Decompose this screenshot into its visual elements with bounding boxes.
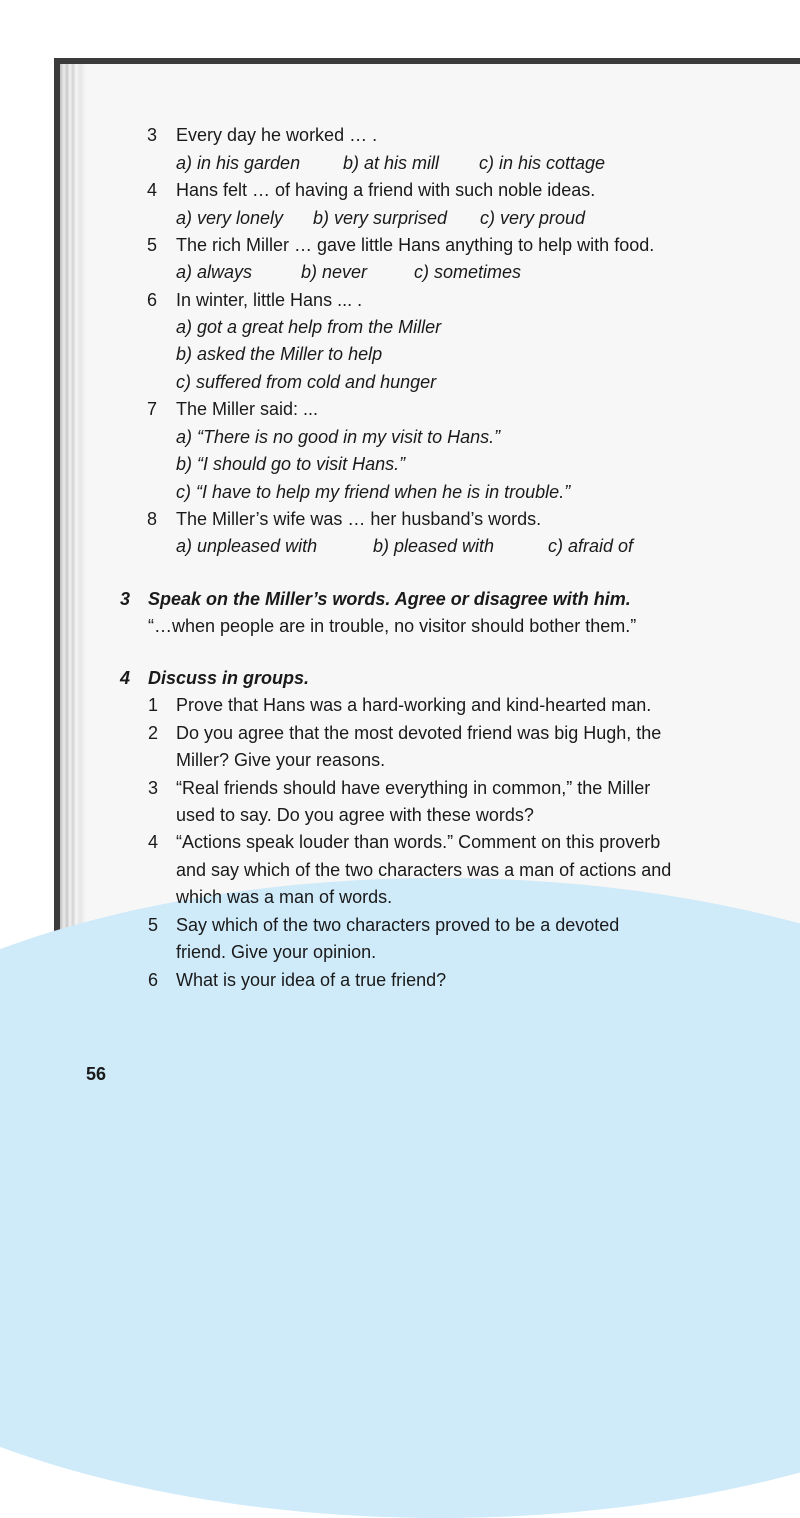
option: a) very lonely	[176, 208, 284, 228]
question-stem: Every day he worked … .	[176, 125, 378, 145]
question-number: 3	[147, 125, 158, 145]
option: b) never	[301, 262, 368, 282]
option: c) “I have to help my friend when he is in trouble.”	[176, 482, 571, 502]
option: b) asked the Miller to help	[176, 344, 383, 364]
item-number: 2	[148, 723, 159, 743]
option: a) in his garden	[176, 153, 301, 173]
item-text: “Real friends should have everything in common,” the Miller	[176, 778, 651, 798]
question-stem: The Miller said: ...	[176, 399, 319, 419]
question-stem: The Miller’s wife was … her husband’s words.	[176, 509, 542, 529]
question-number: 6	[147, 290, 158, 310]
option: b) at his mill	[343, 153, 440, 173]
task-title: Speak on the Miller’s words. Agree or disagree with him.	[148, 589, 631, 609]
item-text: and say which of the two characters was a man of actions and	[176, 860, 672, 880]
option: a) got a great help from the Miller	[176, 317, 442, 337]
question-number: 7	[147, 399, 158, 419]
task-number: 3	[120, 589, 131, 609]
question-number: 5	[147, 235, 158, 255]
option: c) suffered from cold and hunger	[176, 372, 437, 392]
item-text: Miller? Give your reasons.	[176, 750, 386, 770]
option: a) unpleased with	[176, 536, 318, 556]
item-number: 4	[148, 832, 159, 852]
option: c) sometimes	[414, 262, 522, 282]
option: b) very surprised	[313, 208, 448, 228]
question-stem: In winter, little Hans ... .	[176, 290, 363, 310]
question-number: 8	[147, 509, 158, 529]
item-text: Prove that Hans was a hard-working and kind-hearted man.	[176, 695, 652, 715]
option: c) very proud	[480, 208, 586, 228]
page-number: 56	[86, 1064, 107, 1084]
item-number: 3	[148, 778, 159, 798]
task-quote: “…when people are in trouble, no visitor should bother them.”	[148, 616, 637, 636]
question-number: 4	[147, 180, 158, 200]
item-text: “Actions speak louder than words.” Comment on this proverb	[176, 832, 661, 852]
item-text: Do you agree that the most devoted friend was big Hugh, the	[176, 723, 662, 743]
item-text: friend. Give your opinion.	[176, 942, 377, 962]
option: a) always	[176, 262, 253, 282]
option: c) afraid of	[548, 536, 634, 556]
item-number: 6	[148, 970, 159, 990]
item-number: 5	[148, 915, 159, 935]
option: a) “There is no good in my visit to Hans.”	[176, 427, 501, 447]
task-number: 4	[120, 668, 131, 688]
item-text: used to say. Do you agree with these words?	[176, 805, 534, 825]
item-number: 1	[148, 695, 159, 715]
item-text: What is your idea of a true friend?	[176, 970, 447, 990]
option: b) pleased with	[373, 536, 495, 556]
item-text: which was a man of words.	[176, 887, 393, 907]
item-text: Say which of the two characters proved to be a devoted	[176, 915, 620, 935]
question-stem: Hans felt … of having a friend with such noble ideas.	[176, 180, 596, 200]
task-title: Discuss in groups.	[148, 668, 310, 688]
option: c) in his cottage	[479, 153, 606, 173]
option: b) “I should go to visit Hans.”	[176, 454, 406, 474]
question-stem: The rich Miller … gave little Hans anything to help with food.	[176, 235, 655, 255]
